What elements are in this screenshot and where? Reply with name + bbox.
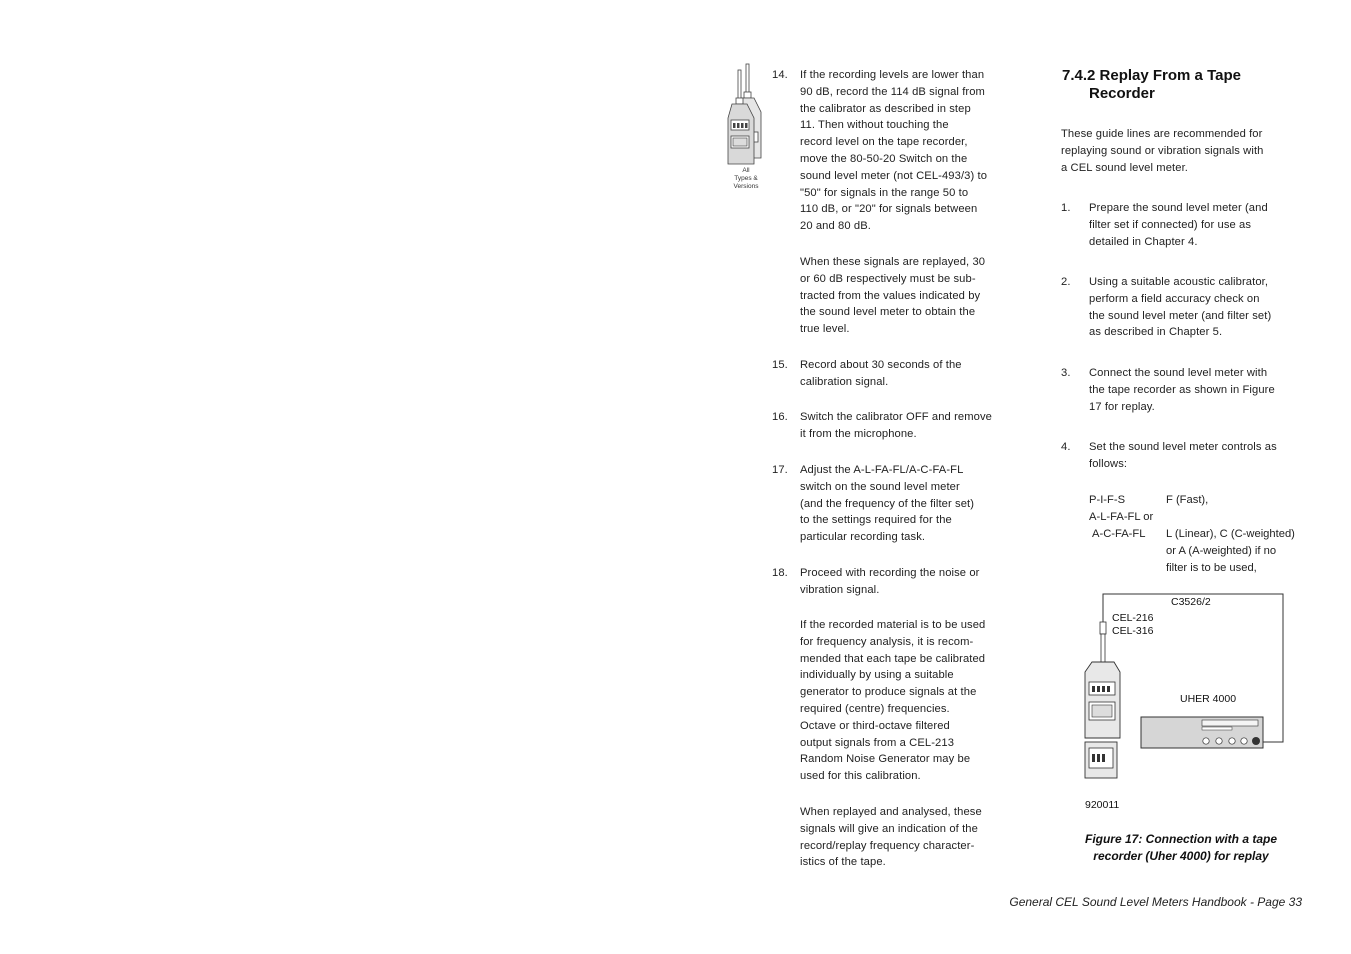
text-line: or 60 dB respectively must be sub-	[800, 272, 976, 285]
paragraph	[800, 617, 1020, 785]
text-line: When these signals are replayed, 30	[800, 256, 986, 268]
text-line: record/replay frequency character-	[800, 839, 975, 852]
text-line: switch on the sound level meter	[800, 480, 960, 493]
paragraph	[800, 254, 1020, 338]
item-number: 2.	[1061, 276, 1071, 288]
margin-icon-caption	[724, 167, 768, 191]
page-footer: General CEL Sound Level Meters Handbook - Page 33	[1009, 895, 1302, 909]
text-line: When replayed and analysed, these	[800, 806, 982, 818]
text-line: If the recorded material is to be used	[800, 619, 986, 631]
text-line: mended that each tape be calibrated	[800, 652, 986, 665]
text-line: detailed in Chapter 4.	[1089, 235, 1198, 248]
control-value: L (Linear), C (C-weighted)	[1166, 528, 1295, 540]
figure-caption	[1061, 831, 1301, 865]
text-line: (and the frequency of the filter set)	[800, 497, 975, 510]
text-line: Connect the sound level meter with	[1089, 367, 1268, 379]
section-heading	[1062, 67, 1241, 103]
text-line: particular recording task.	[800, 531, 926, 544]
text-line: the sound level meter to obtain the	[800, 306, 976, 319]
text-line: required (centre) frequencies.	[800, 702, 950, 715]
list-item-text	[1089, 274, 1314, 341]
item-number: 4.	[1061, 441, 1071, 453]
meter-label: CEL-216	[1112, 612, 1154, 624]
paragraph	[800, 804, 1020, 871]
sound-level-meter-icon	[724, 62, 770, 172]
control-value: or A (A-weighted) if no	[1166, 545, 1277, 557]
caption-line: recorder (Uher 4000) for replay	[1093, 849, 1269, 863]
list-item-text	[1089, 439, 1314, 473]
meter-label: CEL-316	[1112, 625, 1154, 637]
text-line: the sound level meter (and filter set)	[1089, 309, 1272, 322]
list-item-text	[800, 462, 1020, 546]
text-line: signals will give an indication of the	[800, 822, 978, 835]
text-line: 110 dB, or "20" for signals between	[800, 203, 978, 216]
text-line: These guide lines are recommended for	[1061, 128, 1263, 140]
text-line: calibration signal.	[800, 375, 889, 388]
control-name: P-I-F-S	[1089, 494, 1126, 506]
text-line: a CEL sound level meter.	[1061, 161, 1188, 174]
heading-line: 7.4.2 Replay From a Tape	[1062, 67, 1241, 84]
list-item-text	[800, 565, 1020, 599]
text-line: filter set if connected) for use as	[1089, 218, 1252, 231]
text-line: output signals from a CEL-213	[800, 736, 955, 749]
text-line: Proceed with recording the noise or	[800, 567, 980, 579]
text-line: vibration signal.	[800, 583, 880, 596]
text-line: tracted from the values indicated by	[800, 289, 981, 302]
control-value: filter is to be used,	[1166, 562, 1257, 574]
text-line: it from the microphone.	[800, 427, 917, 440]
text-line: Record about 30 seconds of the	[800, 359, 962, 371]
text-line: 11. Then without touching the	[800, 119, 949, 132]
text-line: Prepare the sound level meter (and	[1089, 202, 1268, 214]
text-line: 90 dB, record the 114 dB signal from	[800, 85, 985, 98]
text-line: the calibrator as described in step	[800, 102, 971, 115]
margin-icon-caption-line: Versions	[733, 183, 759, 190]
text-line: Set the sound level meter controls as	[1089, 441, 1277, 453]
text-line: follows:	[1089, 457, 1128, 470]
text-line: used for this calibration.	[800, 770, 921, 783]
list-item-text	[800, 67, 1020, 235]
text-line: 20 and 80 dB.	[800, 220, 871, 233]
text-line: "50" for signals in the range 50 to	[800, 186, 969, 199]
recorder-label: UHER 4000	[1180, 693, 1237, 705]
list-item-text	[800, 357, 1020, 391]
cable-label: C3526/2	[1171, 596, 1211, 608]
control-name: A-L-FA-FL or	[1089, 511, 1154, 523]
text-line: Adjust the A-L-FA-FL/A-C-FA-FL	[800, 464, 964, 476]
list-item-text	[1089, 365, 1314, 415]
list-item-text	[1089, 200, 1314, 250]
item-number: 3.	[1061, 367, 1071, 379]
heading-line: Recorder	[1089, 85, 1155, 102]
margin-icon-caption-line: Types &	[734, 175, 758, 182]
item-number: 18.	[772, 567, 788, 579]
item-number: 16.	[772, 411, 788, 423]
caption-line: Figure 17: Connection with a tape	[1084, 832, 1278, 846]
margin-icon-caption-line: All	[742, 167, 750, 174]
item-number: 14.	[772, 69, 788, 81]
text-line: individually by using a suitable	[800, 669, 954, 682]
list-item-text	[800, 409, 1020, 443]
control-value: F (Fast),	[1166, 494, 1209, 506]
text-line: perform a field accuracy check on	[1089, 292, 1260, 305]
text-line: replaying sound or vibration signals with	[1061, 144, 1264, 157]
text-line: istics of the tape.	[800, 856, 886, 869]
text-line: 17 for replay.	[1089, 400, 1155, 413]
intro-paragraph	[1061, 126, 1311, 176]
figure-code: 920011	[1085, 799, 1120, 811]
text-line: Octave or third-octave filtered	[800, 719, 950, 732]
text-line: Using a suitable acoustic calibrator,	[1089, 276, 1269, 288]
text-line: If the recording levels are lower than	[800, 69, 985, 81]
item-number: 17.	[772, 464, 788, 476]
text-line: generator to produce signals at the	[800, 686, 977, 699]
text-line: sound level meter (not CEL-493/3) to	[800, 169, 988, 182]
item-number: 1.	[1061, 202, 1071, 214]
text-line: Random Noise Generator may be	[800, 753, 971, 766]
text-line: move the 80-50-20 Switch on the	[800, 152, 968, 165]
item-number: 15.	[772, 359, 788, 371]
text-line: to the settings required for the	[800, 514, 952, 527]
control-name: A-C-FA-FL	[1092, 528, 1146, 540]
text-line: for frequency analysis, it is recom-	[800, 635, 974, 648]
text-line: true level.	[800, 323, 850, 336]
text-line: record level on the tape recorder,	[800, 136, 968, 149]
text-line: the tape recorder as shown in Figure	[1089, 383, 1275, 396]
text-line: Switch the calibrator OFF and remove	[800, 411, 992, 423]
text-line: as described in Chapter 5.	[1089, 326, 1223, 339]
